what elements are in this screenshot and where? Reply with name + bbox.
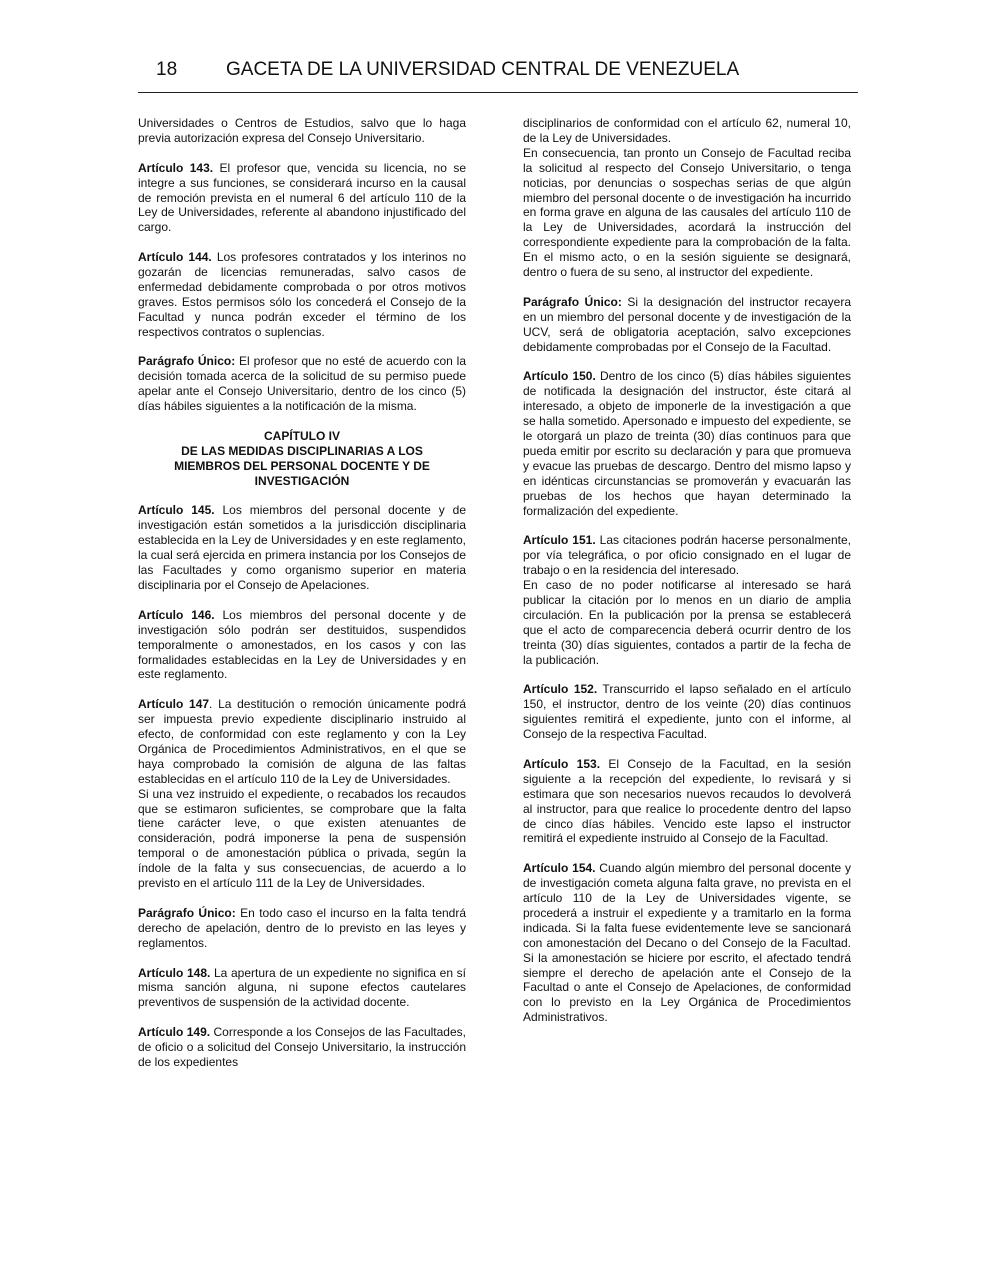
article-paragraph (138, 1025, 466, 1070)
paragraph-body: Las citaciones podrán hacerse personalmente, por vía telegráfica, o por oficio consignado en el lugar de trabajo o en la residencia del interesado. (523, 533, 852, 578)
article-title: Artículo 149. (138, 1025, 211, 1040)
page-header (138, 56, 858, 93)
paragraph-body: Los miembros del personal docente y de investigación están sometidos a la jurisdicción disciplinaria establecida en la Ley de Universidades y en este reglamento, la cual será ejercida en primera instancia por los Consejos de las Facultades y como organismo superior en materia disciplinaria por el Consejo de Apelaciones. (138, 503, 466, 593)
article-title: Artículo 144. (138, 250, 212, 265)
paragraph-body: Los profesores contratados y los interinos no gozarán de licencias remuneradas, salvo casos de enfermedad debidamente comprobada o por otros motivos graves. Estos permisos sólo los concederá el Consejo de la Facultad y nunca podrán exceder el término de los respectivos contratos o suplencias. (138, 250, 466, 339)
article-paragraph (523, 146, 851, 280)
chapter-title-line: MIEMBROS DEL PERSONAL DOCENTE Y DE (174, 458, 430, 473)
article-title: Parágrafo Único: (138, 354, 236, 369)
paragraph-body: disciplinarios de conformidad con el artículo 62, numeral 10, de la Ley de Universidades. (523, 116, 851, 145)
paragraph-body: La apertura de un expediente no significa en sí misma sanción alguna, ni supone efectos cautelares preventivos de suspensión de la actividad docente. (138, 965, 466, 1010)
article-paragraph (523, 533, 851, 578)
article-paragraph (523, 861, 851, 1025)
article-paragraph (523, 369, 851, 518)
article-title: Artículo 151. (523, 533, 596, 548)
left-column (138, 116, 466, 1070)
paragraph-body: Si la designación del instructor recayera en un miembro del personal docente y de investigación de la UCV, será de obligatoria aceptación, salvo excepciones debidamente comprobadas por el Consejo de la Facultad. (523, 294, 851, 354)
article-title: Artículo 148. (138, 965, 211, 980)
article-paragraph (138, 354, 466, 414)
paragraph-body: El Consejo de la Facultad, en la sesión siguiente a la recepción del expediente, lo revisará y si estimara que son necesarios nuevos recaudos lo devolverá al instructor, para que realice lo procedente dentro del lapso de cinco días hábiles. Vencido este lapso el instructor remitirá el expediente instruido al Consejo de la Facultad. (523, 756, 851, 846)
chapter-number: CAPÍTULO IV (263, 428, 340, 443)
article-title: Artículo 143. (138, 160, 214, 175)
paragraph-body: Transcurrido el lapso señalado en el artículo 150, el instructor, dentro de los veinte (20) días continuos siguientes remitirá el expediente, junto con el informe, al Consejo de la respectiva Facultad. (523, 682, 851, 742)
paragraph-body: Corresponde a los Consejos de las Facultades, de oficio o a solicitud del Consejo Universitario, la instrucción de los expedientes (138, 1025, 466, 1069)
paragraph-body: El profesor que, vencida su licencia, no se integre a sus funciones, se considerará incurso en la causal de remoción prevista en el numeral 6 del artículo 110 de la Ley de Universidades, referente al abandono injustificado del cargo. (138, 160, 466, 235)
article-paragraph (523, 757, 851, 846)
article-title: Artículo 154. (523, 861, 596, 876)
article-paragraph (138, 966, 466, 1011)
chapter-heading (138, 429, 466, 489)
paragraph-body: En consecuencia, tan pronto un Consejo de Facultad reciba la solicitud al respecto del Consejo Universitario, o tenga noticias, por denuncias o sospechas serias de que algún miembro del personal docente o de investigación ha incurrido en forma grave en alguna de las causales del artículo 110 de la Ley de Universidades, acordará la instrucción del correspondiente expediente para la comprobación de la falta. En el mismo acto, o en la sesión siguiente se designará, dentro o fuera de su seno, al instructor del expediente. (523, 145, 851, 280)
page-number: 18 (156, 59, 178, 80)
paragraph-body: En caso de no poder notificarse al interesado se hará publicar la citación por lo menos en un diario de amplia circulación. En la publicación por la prensa se establecerá que el acto de comparecencia deberá ocurrir dentro de los treinta (30) días siguientes, contados a partir de la fecha de la publicación. (523, 578, 851, 667)
paragraph-body: Cuando algún miembro del personal docente y de investigación cometa alguna falta grave, no prevista en el artículo 110 de la Ley de Universidades vigente, se procederá a instruir el expediente y a tramitarlo en la forma indicada. Si la falta fuese evidentemente leve se sancionará con amonestación del Decano o del Consejo de la Facultad. Si la amonestación se hiciere por escrito, el afectado tendrá siempre el derecho de apelación ante el Consejo de la Facultad o ante el Consejo de Apelaciones, de conformidad con lo previsto en la Ley Orgánica de Procedimientos Administrativos. (523, 861, 851, 1025)
article-title: Artículo 150. (523, 369, 596, 384)
article-paragraph (138, 697, 466, 786)
article-paragraph (523, 578, 851, 667)
article-paragraph (138, 787, 466, 891)
paragraph-body: Universidades o Centros de Estudios, salvo que lo haga previa autorización expresa del Consejo Universitario. (138, 116, 466, 145)
paragraph-body: El profesor que no esté de acuerdo con la decisión tomada acerca de la solicitud de su permiso puede apelar ante el Consejo Universitario, dentro de los cinco (5) días hábiles siguientes a la notificación de la misma. (138, 354, 466, 414)
article-paragraph (138, 250, 466, 339)
paragraph-body: Dentro de los cinco (5) días hábiles siguientes de notificada la designación del instructor, éste citará al interesado, a objeto de imponerle de la investigación a que se halla sometido. Apersonado e impuesto del expediente, se le otorgará un plazo de treinta (30) días continuos para que pueda emitir por escrito su declaración y para que promueva y evacue las pruebas de descargo. Dentro del mismo lapso y en idénticas circunstancias se promoverán y evacuarán las pruebas de los hechos que hayan determinado la formalización del expediente. (523, 369, 851, 518)
paragraph-body: Los miembros del personal docente y de investigación sólo podrán ser destituidos, suspendidos temporalmente o amonestados, en los casos y con las formalidades establecidas en la Ley de Universidades y en este reglamento. (138, 607, 466, 682)
paragraph-body: En todo caso el incurso en la falta tendrá derecho de apelación, dentro de lo previsto en las leyes y reglamentos. (138, 905, 467, 950)
article-paragraph (138, 503, 466, 592)
gazette-title: GACETA DE LA UNIVERSIDAD CENTRAL DE VENEZUELA (226, 59, 740, 80)
chapter-title-line: DE LAS MEDIDAS DISCIPLINARIAS A LOS (181, 443, 423, 458)
article-paragraph (138, 608, 466, 683)
paragraph-body: . La destitución o remoción únicamente podrá ser impuesta previo expediente disciplinario instruido al efecto, de conformidad con este reglamento y con la Ley Orgánica de Procedimientos Administrativos, en el que se haya comprobado la comisión de alguna de las faltas establecidas en el artículo 110 de la Ley de Universidades. (138, 697, 466, 786)
article-paragraph (523, 116, 851, 146)
article-title: Artículo 147 (138, 697, 210, 712)
article-title: Artículo 145. (138, 503, 215, 518)
article-title: Parágrafo Único: (138, 905, 236, 920)
article-title: Artículo 146. (138, 607, 215, 622)
right-column (523, 116, 851, 1025)
paragraph-body: Si una vez instruido el expediente, o recabados los recaudos que se estimaron suficientes, se comprobare que la falta tiene carácter leve, o que existen atenuantes de consideración, podrá imponerse la pena de suspensión temporal o de amonestación pública o privada, según la índole de la falta y sus consecuencias, de acuerdo a lo previsto en el artículo 111 de la Ley de Universidades. (138, 786, 466, 891)
article-paragraph (138, 116, 466, 146)
article-title: Artículo 152. (523, 682, 598, 697)
article-title: Parágrafo Único: (523, 294, 622, 309)
article-paragraph (138, 161, 466, 236)
article-title: Artículo 153. (523, 756, 601, 771)
article-paragraph (523, 295, 851, 355)
chapter-title-line: INVESTIGACIÓN (254, 473, 350, 488)
article-paragraph (523, 682, 851, 742)
article-paragraph (138, 906, 466, 951)
